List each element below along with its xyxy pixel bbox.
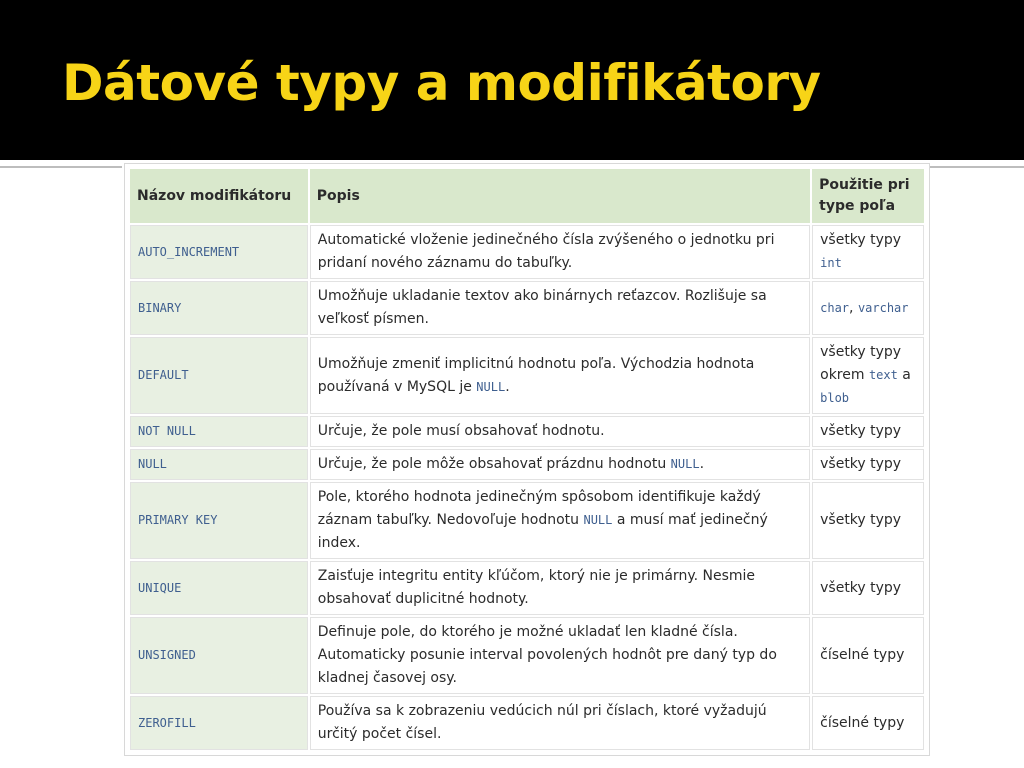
- text-segment: všetky typy okrem: [820, 344, 902, 383]
- code-term: varchar: [857, 300, 909, 315]
- modifier-description: [310, 416, 810, 447]
- modifier-name: NULL: [130, 449, 308, 480]
- slide-header: [0, 0, 1024, 160]
- modifier-description: [310, 482, 810, 559]
- table-row: [130, 225, 924, 279]
- modifier-usage: [812, 281, 924, 335]
- text-segment: všetky typy: [820, 512, 902, 528]
- modifier-usage: [812, 416, 924, 447]
- text-segment: a: [897, 367, 911, 383]
- table-row: [130, 482, 924, 559]
- modifier-name: AUTO_INCREMENT: [130, 225, 308, 279]
- code-term: text: [868, 368, 898, 382]
- table-row: [130, 696, 924, 750]
- modifier-name: UNSIGNED: [130, 617, 308, 694]
- modifier-name: UNIQUE: [130, 561, 308, 615]
- table-row: [130, 416, 924, 447]
- table-row: [130, 617, 924, 694]
- code-term: char: [820, 300, 850, 315]
- text-segment: Umožňuje zmeniť implicitnú hodnotu poľa. Východzia hodnota používaná v MySQL je: [317, 355, 755, 395]
- header-usage: Použitie pri type poľa: [812, 169, 924, 223]
- modifier-usage: [812, 696, 924, 750]
- modifier-name: ZEROFILL: [130, 696, 308, 750]
- modifier-description: [310, 337, 810, 414]
- table-row: [130, 337, 924, 414]
- slide-title: Dátové typy a modifikátory: [62, 54, 821, 112]
- header-description: Popis: [310, 169, 810, 223]
- text-segment: a musí mať jedinečný index.: [317, 512, 768, 551]
- divider-left: [0, 166, 122, 168]
- modifier-name: NOT NULL: [130, 416, 308, 447]
- text-segment: všetky typy: [820, 579, 902, 596]
- text-segment: ,: [849, 299, 858, 316]
- table-body: [130, 225, 924, 750]
- text-segment: všetky typy: [820, 232, 902, 248]
- text-segment: Pole, ktorého hodnota jedinečným spôsobom identifikuje každý záznam tabuľky. Nedovoľuje hodnotu: [317, 489, 761, 528]
- text-segment: Určuje, že pole musí obsahovať hodnotu.: [317, 423, 605, 439]
- text-segment: číselné typy: [820, 714, 905, 731]
- code-term: NULL: [476, 379, 506, 394]
- code-term: NULL: [583, 513, 613, 527]
- table-row: [130, 449, 924, 480]
- text-segment: Zaisťuje integritu entity kľúčom, ktorý nie je primárny. Nesmie obsahovať duplicitné hodnoty.: [317, 568, 756, 607]
- modifier-description: [310, 696, 810, 750]
- table-row: [130, 281, 924, 335]
- header-name: Názov modifikátoru: [130, 169, 308, 223]
- modifier-description: [310, 561, 810, 615]
- modifiers-table-container: [124, 163, 930, 756]
- modifier-usage: [812, 449, 924, 480]
- text-segment: Umožňuje ukladanie textov ako binárnych reťazcov. Rozlišuje sa veľkosť písmen.: [317, 288, 767, 327]
- modifier-description: [310, 225, 810, 279]
- text-segment: všetky typy: [820, 456, 902, 472]
- modifier-usage: [812, 225, 924, 279]
- modifier-usage: [812, 482, 924, 559]
- code-term: int: [820, 256, 842, 270]
- text-segment: .: [699, 456, 705, 472]
- text-segment: Používa sa k zobrazeniu vedúcich núl pri číslach, ktoré vyžadujú určitý počet čísel.: [317, 703, 767, 742]
- text-segment: všetky typy: [820, 423, 902, 439]
- code-term: NULL: [670, 457, 700, 471]
- modifier-usage: [812, 617, 924, 694]
- text-segment: Definuje pole, do ktorého je možné ukladať len kladné čísla. Automaticky posunie interval povolených hodnôt pre daný typ do kladnej časovej osy.: [317, 624, 777, 686]
- text-segment: Automatické vloženie jedinečného čísla zvýšeného o jednotku pri pridaní nového záznamu do tabuľky.: [317, 232, 775, 271]
- modifier-description: [310, 449, 810, 480]
- modifier-name: BINARY: [130, 281, 308, 335]
- code-term: blob: [820, 391, 850, 405]
- modifier-usage: [812, 561, 924, 615]
- modifier-description: [310, 617, 810, 694]
- modifier-name: PRIMARY KEY: [130, 482, 308, 559]
- table-header-row: [130, 169, 924, 223]
- divider-right: [928, 166, 1024, 168]
- text-segment: .: [505, 378, 510, 395]
- modifier-description: [310, 281, 810, 335]
- modifier-name: DEFAULT: [130, 337, 308, 414]
- text-segment: číselné typy: [820, 647, 905, 663]
- table-row: [130, 561, 924, 615]
- modifier-usage: [812, 337, 924, 414]
- modifiers-table: [128, 167, 926, 752]
- text-segment: Určuje, že pole môže obsahovať prázdnu hodnotu: [317, 456, 671, 472]
